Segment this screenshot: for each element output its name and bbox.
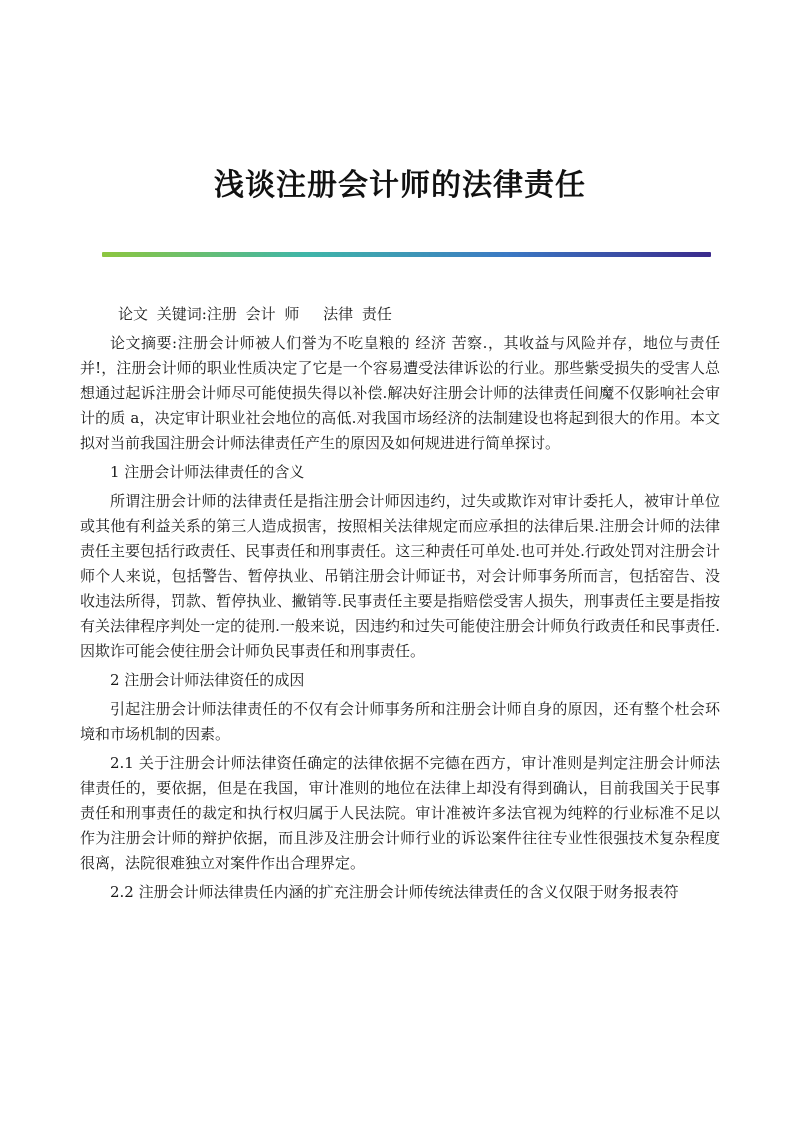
title-divider <box>102 252 711 257</box>
body-paragraph: 2.1 关于注册会计师法律资任确定的法律依据不完德在西方，审计准则是判定注册会计师法律责任的，要依据，但是在我国，审计准则的地位在法律上却没有得到确认，目前我国关于民事责任和刑事责任的裁定和执行权归属于人民法院。审计准被许多法官视为纯粹的行业标准不足以作为注册会计师的辩护依据，而且涉及注册会计师行业的诉讼案件往往专业性很强技术复杂程度很离，法院很难独立对案件作出合理界定。 <box>80 754 720 872</box>
section-heading-1: 1 注册会计师法律责任的含义 <box>110 463 305 481</box>
body-paragraph: 所谓注册会计师的法律责任是指注册会计师因违约，过失或欺诈对审计委托人，被审计单位或其他有利益关系的第三人造成损害，按照相关法律规定而应承担的法律后果.注册会计师的法律责任主要包括行政责任、民事责任和刑事责任。这三种责任可单处.也可并处.行政处罚对注册会计师个人来说，包括警告、暂停执业、吊销注册会计师证书，对会计师事务所而言，包括窑告、没收违法所得，罚款、暂停执业、撇销等.民事责任主要是指赔偿受害人损失，刑事责任主要是指按有关法律程序判处一定的徒刑.一般来说，因违约和过失可能使注册会计师负行政责任和民事责任.因欺诈可能会使往册会计师负民事责任和刑事责任。 <box>80 492 720 660</box>
page-title: 浅谈注册会计师的法律责任 <box>214 168 586 203</box>
body-paragraph: 2.2 注册会计师法律贵任内涵的扩充注册会计师传统法律责任的含义仅限于财务报表符 <box>110 883 679 901</box>
section-heading-2: 2 注册会计师法律资任的成因 <box>110 671 305 689</box>
keywords-line: 论文 关键词:注册 会计 师 法律 责任 <box>118 305 392 323</box>
document-body <box>80 302 720 909</box>
abstract-paragraph: 论文摘要:注册会计师被人们誉为不吃皇粮的 经济 苦察.，其收益与风险并存，地位与责任并!，注册会计师的职业性质决定了它是一个容易遭受法律诉讼的行业。那些紫受损失的受害人总想通过起诉注册会计师尽可能使损失得以补偿.解决好注册会计师的法律责任间魔不仅影响社会审计的质 a，决定审计职业社会地位的高低.对我国市场经济的法制建设也将起到很大的作用。本文拟对当前我国注册会计师法律责任产生的原因及如何规进进行简单探讨。 <box>80 334 720 452</box>
body-paragraph: 引起注册会计师法律责任的不仅有会计师事务所和注册会计师自身的原因，还有整个杜会环境和市场机制的因素。 <box>80 700 720 743</box>
